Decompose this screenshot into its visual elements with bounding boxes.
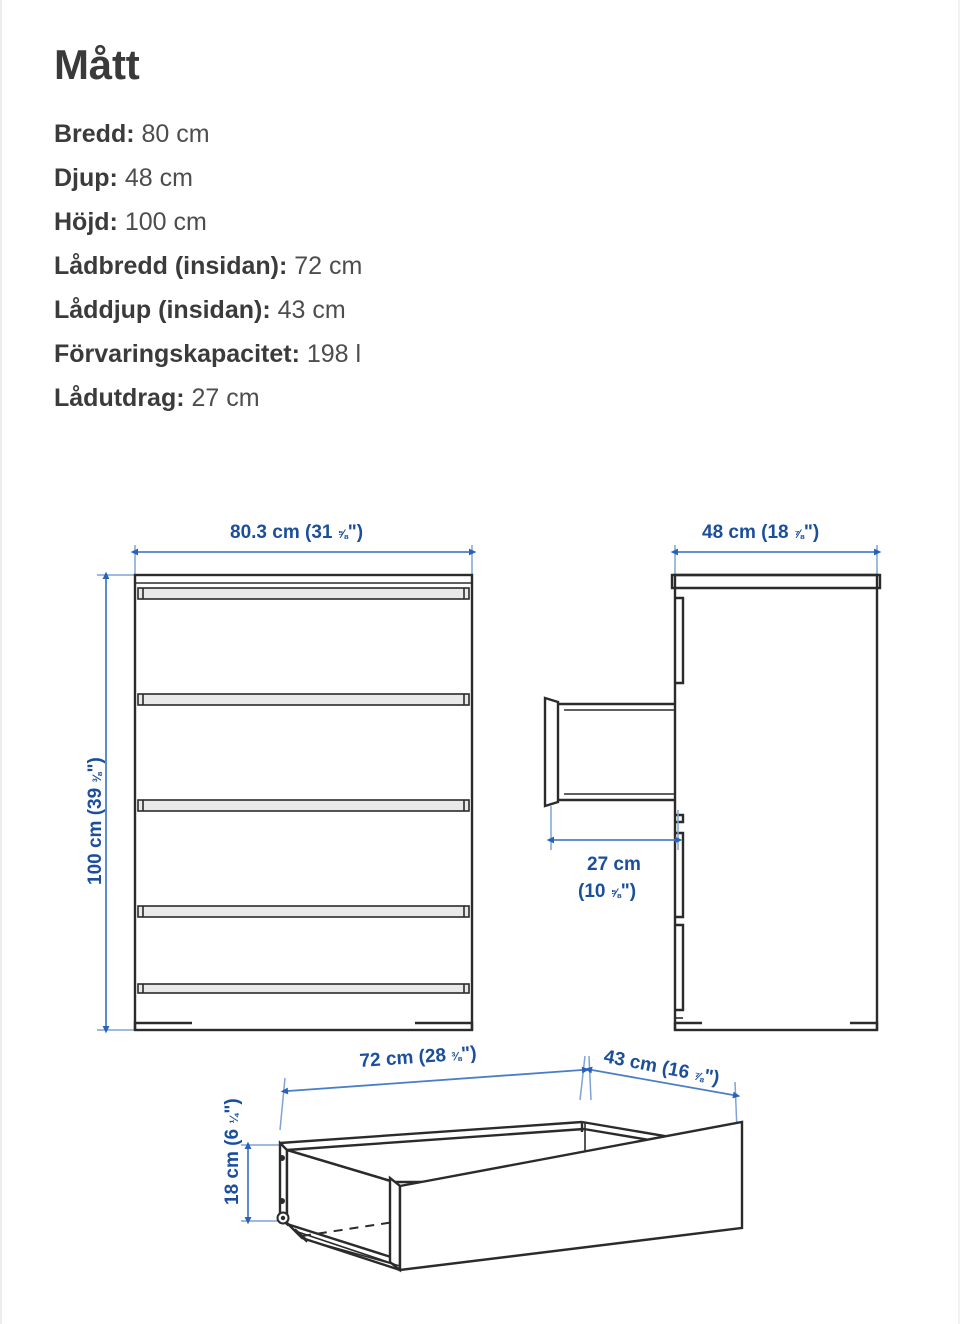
spec-value-bredd: 80 cm — [141, 120, 210, 148]
spec-label-ladbredd: Lådbredd (insidan): — [54, 252, 288, 280]
spec-label-hojd: Höjd: — [54, 208, 118, 236]
spec-row-laddjup — [54, 288, 654, 332]
front-width-label: 80.3 cm (31 ⅝") — [230, 522, 364, 543]
drawer-width-dimension — [280, 1043, 585, 1130]
spec-row-ladbredd — [54, 244, 654, 288]
drawer-height-dimension — [222, 1098, 284, 1221]
drawer-depth-label: 43 cm (16 ⅞") — [602, 1046, 722, 1090]
spec-value-ladbredd: 72 cm — [294, 252, 363, 280]
drawer-view-group — [222, 1043, 742, 1270]
drawer-width-label: 72 cm (28 ⅜") — [358, 1042, 478, 1072]
spec-value-hojd: 100 cm — [124, 208, 207, 236]
spec-value-djup: 48 cm — [124, 164, 193, 192]
spec-row-djup — [54, 156, 654, 200]
side-view-group — [545, 522, 880, 1030]
spec-value-laddjup: 43 cm — [277, 296, 346, 324]
specifications-list — [54, 112, 654, 420]
spec-value-ladutdrag: 27 cm — [191, 384, 260, 412]
drawer-depth-dimension — [589, 1046, 737, 1130]
page-title: Mått — [54, 41, 140, 89]
spec-row-bredd — [54, 112, 654, 156]
spec-row-hojd — [54, 200, 654, 244]
front-height-dimension — [85, 575, 142, 1030]
spec-label-forvaringskapacitet: Förvaringskapacitet: — [54, 340, 300, 368]
spec-row-ladutdrag — [54, 376, 654, 420]
spec-value-forvaringskapacitet: 198 l — [306, 340, 362, 368]
spec-label-ladutdrag: Lådutdrag: — [54, 384, 185, 412]
front-height-label: 100 cm (39 ⅜") — [85, 757, 106, 885]
side-pullout-dimension — [551, 806, 678, 902]
side-depth-label: 48 cm (18 ⅞") — [702, 522, 820, 543]
technical-drawing — [2, 470, 960, 1324]
spec-label-bredd: Bredd: — [54, 120, 135, 148]
spec-label-djup: Djup: — [54, 164, 118, 192]
side-pullout-label-line2: (10 ⅝") — [578, 881, 637, 902]
front-view-group — [85, 522, 472, 1030]
drawer-height-label: 18 cm (6 ¼") — [222, 1098, 243, 1205]
spec-label-laddjup: Låddjup (insidan): — [54, 296, 271, 324]
spec-row-forvaringskapacitet — [54, 332, 654, 376]
side-pullout-label-line1: 27 cm — [587, 854, 641, 875]
